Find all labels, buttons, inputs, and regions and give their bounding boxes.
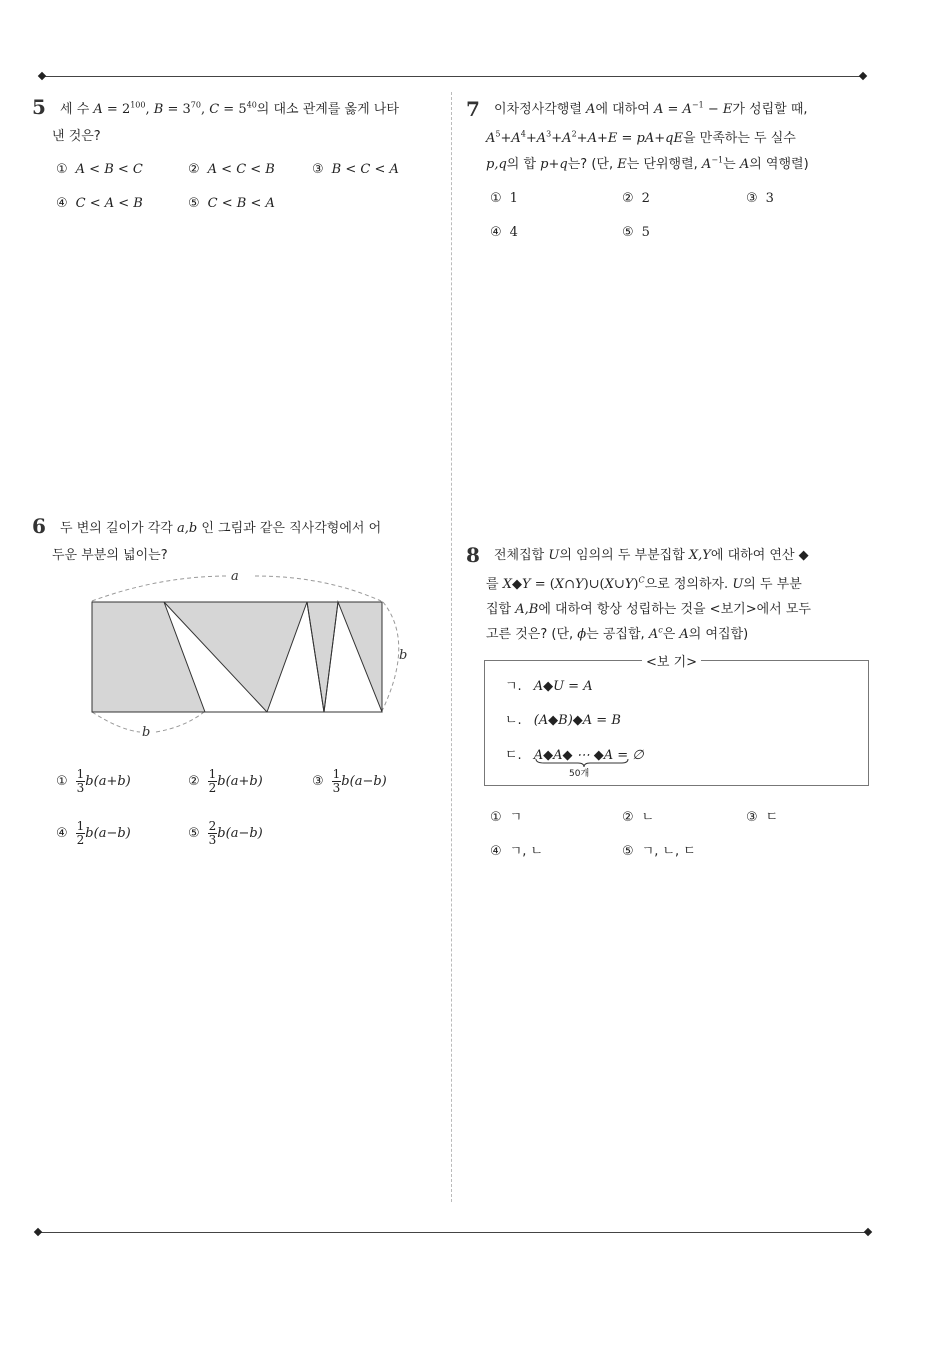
example-item-2: ㄴ. (A◆B)◆A = B: [505, 713, 621, 728]
q5-line-1: 세 수 $A = 2^{100}$, $B = 3^{70}$, $C = 5^{40}$의 대소 관계를 옳게 나타: [60, 100, 399, 117]
q6-line-1: 두 변의 길이가 각각 a,b 인 그림과 같은 직사각형에서 어: [60, 521, 382, 536]
example-item-1: ㄱ. A◆U = A: [505, 679, 593, 694]
top-rule-right-diamond: [859, 72, 867, 80]
example-box-title: <보 기>: [642, 651, 701, 670]
bottom-rule-left-diamond: [34, 1228, 42, 1236]
example-item-3: ㄷ. A◆A◆ ⋯ ◆A = ∅: [505, 748, 644, 763]
q8-choice-4[interactable]: ④ ㄱ, ㄴ: [490, 844, 544, 859]
q8-line-3: 집합 A,B에 대하여 항상 성립하는 것을 <보기>에서 모두: [486, 602, 811, 617]
q6-choice-2[interactable]: ② $\frac{1}{2}$ b(a+b): [188, 767, 263, 795]
q6-label-b-bottom: b: [142, 725, 151, 740]
q8-choice-2[interactable]: ② ㄴ: [622, 810, 655, 825]
q6-choice-1[interactable]: ① $\frac{1}{3}$ b(a+b): [56, 767, 131, 795]
question-number-6: 6: [32, 514, 46, 538]
q8-choice-3[interactable]: ③ ㄷ: [746, 810, 779, 825]
q8-line-2: 를 X◆Y = (X∩Y)∪(X∪Y)$^C$으로 정의하자. U의 두 부분: [486, 575, 802, 592]
question-number-7: 7: [466, 97, 480, 121]
column-separator: [451, 92, 452, 1202]
q5-choice-5[interactable]: ⑤ C < B < A: [188, 196, 275, 211]
underbrace-label: 50개: [569, 769, 590, 779]
q7-choice-4[interactable]: ④ 4: [490, 225, 518, 240]
q6-choice-3[interactable]: ③ $\frac{1}{3}$ b(a−b): [312, 767, 387, 795]
question-number-8: 8: [466, 543, 480, 567]
q7-choice-2[interactable]: ② 2: [622, 191, 650, 206]
q5-choice-2[interactable]: ② A < C < B: [188, 162, 275, 177]
q7-choice-1[interactable]: ① 1: [490, 191, 518, 206]
bottom-rule-right-diamond: [864, 1228, 872, 1236]
q8-choice-5[interactable]: ⑤ ㄱ, ㄴ, ㄷ: [622, 844, 696, 859]
q7-line-1: 이차정사각행렬 A에 대하여 $A = A^{-1} - E$가 성립할 때,: [494, 100, 808, 117]
q6-label-b-right: b: [399, 648, 408, 663]
q7-choice-5[interactable]: ⑤ 5: [622, 225, 650, 240]
q5-choice-4[interactable]: ④ C < A < B: [56, 196, 143, 211]
q6-label-a: a: [231, 569, 239, 584]
q6-rectangle-figure: [80, 562, 420, 752]
q8-line-1: 전체집합 U의 임의의 두 부분집합 X,Y에 대하여 연산 ◆: [494, 548, 809, 563]
q7-choice-3[interactable]: ③ 3: [746, 191, 774, 206]
q5-choice-1[interactable]: ① A < B < C: [56, 162, 143, 177]
q7-line-3: p,q의 합 p+q는? (단, E는 단위행렬, $A^{-1}$는 A의 역행렬): [486, 155, 809, 172]
top-rule: [42, 76, 863, 77]
q6-choice-5[interactable]: ⑤ $\frac{2}{3}$ b(a−b): [188, 819, 263, 847]
top-rule-left-diamond: [38, 72, 46, 80]
q6-line-2: 두운 부분의 넓이는?: [52, 548, 168, 563]
q6-choice-4[interactable]: ④ $\frac{1}{2}$ b(a−b): [56, 819, 131, 847]
q8-line-4: 고른 것은? (단, ϕ는 공집합, $A^c$은 A의 여집합): [486, 625, 749, 642]
q7-line-2: $A^5+A^4+A^3+A^2+A+E = pA+qE$을 만족하는 두 실수: [486, 129, 796, 146]
q8-choice-1[interactable]: ① ㄱ: [490, 810, 523, 825]
question-number-5: 5: [32, 95, 46, 119]
q5-choice-3[interactable]: ③ B < C < A: [312, 162, 399, 177]
q5-line-2: 낸 것은?: [52, 129, 101, 144]
bottom-rule: [38, 1232, 868, 1233]
